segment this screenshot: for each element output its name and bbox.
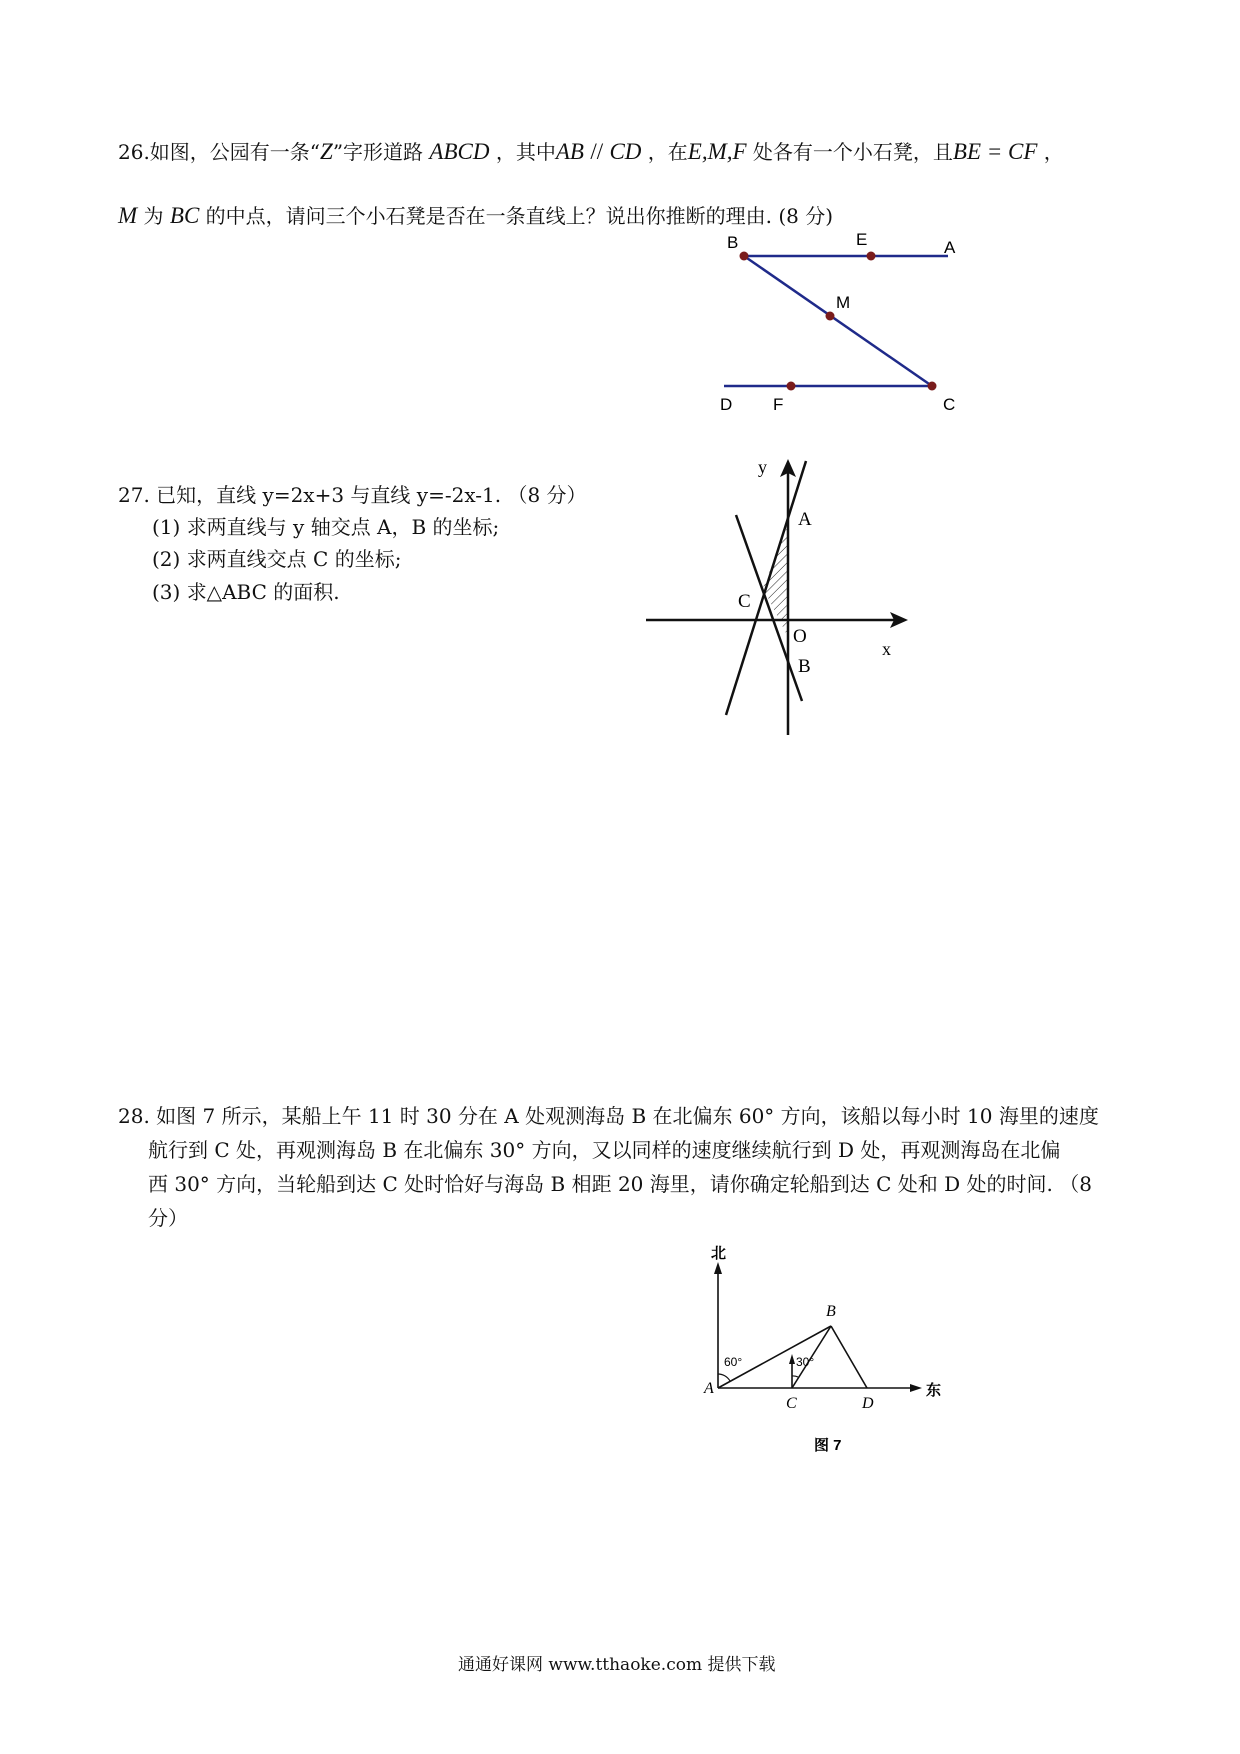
parallel-symbol: // [590, 139, 604, 164]
math-bc: BC [169, 203, 200, 228]
label-e: E [856, 230, 868, 249]
label-angle-60: 60° [724, 1355, 743, 1369]
label-d: D [862, 1395, 874, 1412]
point-b [740, 252, 749, 261]
math-z: Z [320, 139, 333, 164]
label-a: A [704, 1380, 714, 1397]
point-f [787, 382, 796, 391]
label-east: 东 [926, 1382, 942, 1399]
angle-arc-60 [718, 1374, 730, 1381]
label-b: B [798, 656, 811, 677]
math-be-eq-cf: BE = CF [952, 139, 1038, 164]
north-arrow-at-c [789, 1354, 795, 1364]
q28-line-1: 28. 如图 7 所示，某船上午 11 时 30 分在 A 处观测海岛 B 在北偏东 60° 方向，该船以每小时 10 海里的速度 [118, 1104, 1099, 1128]
label-c: C [943, 395, 956, 414]
label-o: O [793, 626, 807, 647]
math-emf: E,M,F [687, 139, 747, 164]
east-arrow [910, 1384, 922, 1392]
label-c: C [738, 591, 751, 612]
segment-bd [831, 1326, 867, 1388]
q26-line2: M 为 BC 的中点，请问三个小石凳是否在一条直线上？说出你推断的理由. (8 分) [118, 203, 834, 228]
figure-caption: 图 7 [814, 1437, 842, 1454]
north-arrow [714, 1262, 722, 1274]
label-y: y [758, 457, 767, 477]
math-abcd: ABCD [429, 139, 490, 164]
segment-bc [744, 256, 932, 386]
page-footer: 通通好课网 www.tthaoke.com 提供下载 [458, 1655, 776, 1675]
math-m: M [118, 203, 138, 228]
q27-item-1: (1) 求两直线与 y 轴交点 A，B 的坐标; [152, 515, 500, 539]
label-m: M [836, 293, 851, 312]
q26-line1: 26.如图，公园有一条“Z”字形道路 ABCD ，其中AB // CD ，在E,M,F 处各有一个小石凳，且BE = CF ， [118, 139, 1064, 164]
label-a: A [944, 238, 956, 257]
math-ab: AB [555, 139, 584, 164]
angle-arc-30 [792, 1376, 798, 1377]
q27-item-3: (3) 求△ABC 的面积. [152, 580, 340, 604]
q27-stem: 27. 已知，直线 y=2x+3 与直线 y=-2x-1. （8 分） [118, 483, 587, 507]
q27-item-2: (2) 求两直线交点 C 的坐标; [152, 547, 402, 571]
point-e [867, 252, 876, 261]
label-x: x [882, 639, 891, 659]
q28-navigation-figure [690, 1240, 960, 1460]
label-a: A [798, 509, 812, 530]
point-m [826, 312, 835, 321]
q28-line-2: 航行到 C 处，再观测海岛 B 在北偏东 30° 方向，又以同样的速度继续航行到 D 处，再观测海岛在北偏 [148, 1138, 1061, 1162]
q28-line-3: 西 30° 方向，当轮船到达 C 处时恰好与海岛 B 相距 20 海里，请你确定轮船到达 C 处和 D 处的时间. （8 [148, 1172, 1092, 1196]
label-f: F [773, 395, 784, 414]
q26-z-road-figure [700, 228, 970, 418]
math-cd: CD [609, 139, 642, 164]
label-b: B [826, 1303, 836, 1320]
label-angle-30: 30° [796, 1355, 815, 1369]
label-north: 北 [711, 1245, 727, 1262]
q28-line-4: 分） [148, 1206, 188, 1230]
q27-coordinate-figure [640, 455, 920, 745]
point-c [928, 382, 937, 391]
label-b: B [727, 233, 739, 252]
label-c: C [786, 1395, 797, 1412]
label-d: D [720, 395, 733, 414]
